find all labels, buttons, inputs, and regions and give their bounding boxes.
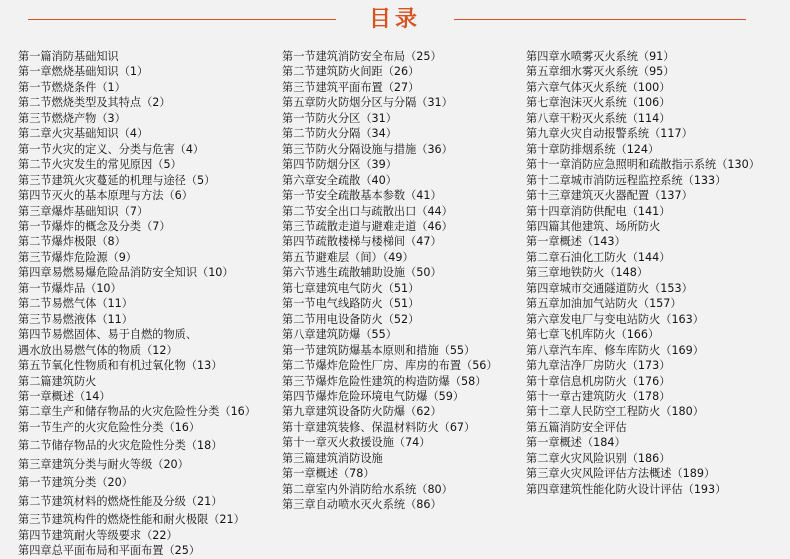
toc-entry: 第二节爆炸极限（8） <box>18 235 126 249</box>
toc-entry: 第二章火灾基础知识（4） <box>18 127 149 141</box>
title-rule-right <box>454 19 746 20</box>
toc-entry: 第八章汽车库、修车库防火（169） <box>526 343 704 357</box>
toc-entry: 第四节易燃固体、易于自燃的物质、 <box>18 328 198 342</box>
toc-entry: 第五节避难层（间）（49） <box>282 250 414 264</box>
toc-entry: 第三章地铁防火（148） <box>526 266 649 280</box>
toc-entry: 第十一章古建筑防火（178） <box>526 389 671 403</box>
toc-entry: 第一节电气线路防火（51） <box>282 297 420 311</box>
toc-entry: 第三节燃烧产物（3） <box>18 111 126 125</box>
toc-entry: 第三节建筑火灾蔓延的机理与途径（5） <box>18 173 216 187</box>
toc-entry: 第一章概述（14） <box>18 389 111 403</box>
toc-entry: 第一节建筑消防安全布局（25） <box>282 50 442 63</box>
toc-entry: 第八章建筑防爆（55） <box>282 328 397 342</box>
toc-entry: 第六章安全疏散（40） <box>282 173 397 187</box>
toc-entry: 第一节燃烧条件（1） <box>18 80 126 94</box>
toc-entry: 第九章洁净厂房防火（173） <box>526 359 671 373</box>
toc-entry: 第四节爆炸危险环境电气防爆（59） <box>282 389 465 403</box>
toc-entry: 第一节火灾的定义、分类与危害（4） <box>18 142 205 156</box>
toc-entry: 第三篇建筑消防设施 <box>282 451 383 465</box>
toc-entry: 第二节用电设备防火（52） <box>282 312 420 326</box>
toc-entry: 第五章加油加气站防火（157） <box>526 297 682 311</box>
toc-header <box>0 0 790 40</box>
toc-entry: 第六节逃生疏散辅助设施（50） <box>282 266 442 280</box>
toc-entry: 第二章石油化工防火（144） <box>526 250 671 264</box>
toc-entry: 第二节储存物品的火灾危险性分类（18） <box>18 439 223 453</box>
toc-column-2 <box>282 49 498 513</box>
toc-entry: 第十二章人民防空工程防火（180） <box>526 405 704 419</box>
toc-entry: 第十章信息机房防火（176） <box>526 374 671 388</box>
toc-entry: 第四节建筑耐火等级要求（22） <box>18 528 178 542</box>
toc-entry: 第四章水喷雾灭火系统（91） <box>526 50 675 63</box>
toc-entry: 第三节建筑构件的燃烧性能和耐火极限（21） <box>18 513 245 527</box>
toc-entry: 第十三章建筑灭火器配置（137） <box>526 189 693 203</box>
toc-entry: 第一章概述（78） <box>282 467 375 481</box>
toc-entry: 第五节氧化性物质和有机过氧化物（13） <box>18 359 223 373</box>
toc-entry: 第四节防烟分区（39） <box>282 158 397 172</box>
toc-entry: 第一章概述（184） <box>526 436 626 450</box>
toc-entry: 第二节防火分隔（34） <box>282 127 397 141</box>
toc-entry: 第一节爆炸品（10） <box>18 281 122 295</box>
title-rule-left <box>28 19 336 20</box>
toc-entry: 第二节建筑防火间距（26） <box>282 65 420 79</box>
toc-entry: 第二章生产和储存物品的火灾危险性分类（16） <box>18 405 256 419</box>
toc-entry: 第四章易燃易爆危险品消防安全知识（10） <box>18 266 234 280</box>
toc-entry: 第十章防排烟系统（124） <box>526 142 660 156</box>
toc-entry: 第二节安全出口与疏散出口（44） <box>282 204 453 218</box>
toc-entry: 第七章飞机库防火（166） <box>526 328 660 342</box>
toc-entry: 第四章建筑性能化防火设计评估（193） <box>526 482 727 496</box>
toc-entry: 第二篇建筑防火 <box>18 374 97 388</box>
toc-entry: 第一节爆炸的概念及分类（7） <box>18 219 171 233</box>
toc-entry: 第一节建筑分类（20） <box>18 476 133 490</box>
toc-entry: 第一节生产的火灾危险性分类（16） <box>18 420 201 434</box>
page-title: 目录 <box>368 7 421 32</box>
toc-entry: 第十四章消防供配电（141） <box>526 204 671 218</box>
toc-entry: 第三章火灾风险评估方法概述（189） <box>526 467 716 481</box>
toc-entry: 第四章城市交通隧道防火（153） <box>526 281 693 295</box>
toc-entry: 第六章发电厂与变电站防火（163） <box>526 312 704 326</box>
toc-entry: 第五章细水雾灭火系统（95） <box>526 65 675 79</box>
toc-entry: 第三章自动喷水灭火系统（86） <box>282 498 442 512</box>
toc-entry: 第三节建筑平面布置（27） <box>282 80 420 94</box>
toc-entry: 第一章概述（143） <box>526 235 626 249</box>
toc-entry: 第九章火灾自动报警系统（117） <box>526 127 693 141</box>
toc-entry: 第三节易燃液体（11） <box>18 312 133 326</box>
toc-entry: 第三节防火分隔设施与措施（36） <box>282 142 453 156</box>
toc-column-1 <box>18 49 256 559</box>
toc-entry: 第三节爆炸危险源（9） <box>18 250 137 264</box>
toc-entry: 第四章总平面布局和平面布置（25） <box>18 544 201 558</box>
toc-entry: 第一节安全疏散基本参数（41） <box>282 189 442 203</box>
toc-entry: 第七章泡沫灭火系统（106） <box>526 96 671 110</box>
toc-entry: 第三节爆炸危险性建筑的构造防爆（58） <box>282 374 487 388</box>
toc-entry: 第六章气体灭火系统（100） <box>526 80 671 94</box>
toc-entry: 第四节疏散楼梯与楼梯间（47） <box>282 235 442 249</box>
toc-entry: 第十一章消防应急照明和疏散指示系统（130） <box>526 158 760 172</box>
toc-entry: 第四节灭火的基本原理与方法（6） <box>18 189 193 203</box>
toc-entry: 第二节爆炸危险性厂房、库房的布置（56） <box>282 359 498 373</box>
toc-entry: 第四篇其他建筑、场所防火 <box>526 219 661 233</box>
toc-entry: 第十二章城市消防远程监控系统（133） <box>526 173 727 187</box>
toc-entry: 第一节建筑防爆基本原则和措施（55） <box>282 343 476 357</box>
toc-entry: 第二节易燃气体（11） <box>18 297 133 311</box>
toc-entry: 第九章建筑设备防火防爆（62） <box>282 405 442 419</box>
toc-entry: 第二节建筑材料的燃烧性能及分级（21） <box>18 494 223 508</box>
toc-entry: 第二章室内外消防给水系统（80） <box>282 482 453 496</box>
toc-entry: 第五篇消防安全评估 <box>526 420 627 434</box>
toc-entry: 第二章火灾风险识别（186） <box>526 451 671 465</box>
toc-entry: 第一篇消防基础知识 <box>18 50 119 63</box>
toc-entry: 第十一章灭火救援设施（74） <box>282 436 431 450</box>
toc-entry: 第十章建筑装修、保温材料防火（67） <box>282 420 476 434</box>
toc-entry: 第三章爆炸基础知识（7） <box>18 204 149 218</box>
toc-entry: 第一节防火分区（31） <box>282 111 397 125</box>
toc-entry: 第七章建筑电气防火（51） <box>282 281 420 295</box>
toc-entry: 第二节燃烧类型及其特点（2） <box>18 96 171 110</box>
toc-entry: 第二节火灾发生的常见原因（5） <box>18 158 182 172</box>
toc-column-3 <box>526 49 760 497</box>
toc-entry: 遇水放出易燃气体的物质（12） <box>18 343 178 357</box>
toc-entry: 第五章防火防烟分区与分隔（31） <box>282 96 453 110</box>
toc-entry: 第三节疏散走道与避难走道（46） <box>282 219 453 233</box>
toc-entry: 第三章建筑分类与耐火等级（20） <box>18 457 189 471</box>
toc-entry: 第一章燃烧基础知识（1） <box>18 65 149 79</box>
toc-entry: 第八章干粉灭火系统（114） <box>526 111 671 125</box>
